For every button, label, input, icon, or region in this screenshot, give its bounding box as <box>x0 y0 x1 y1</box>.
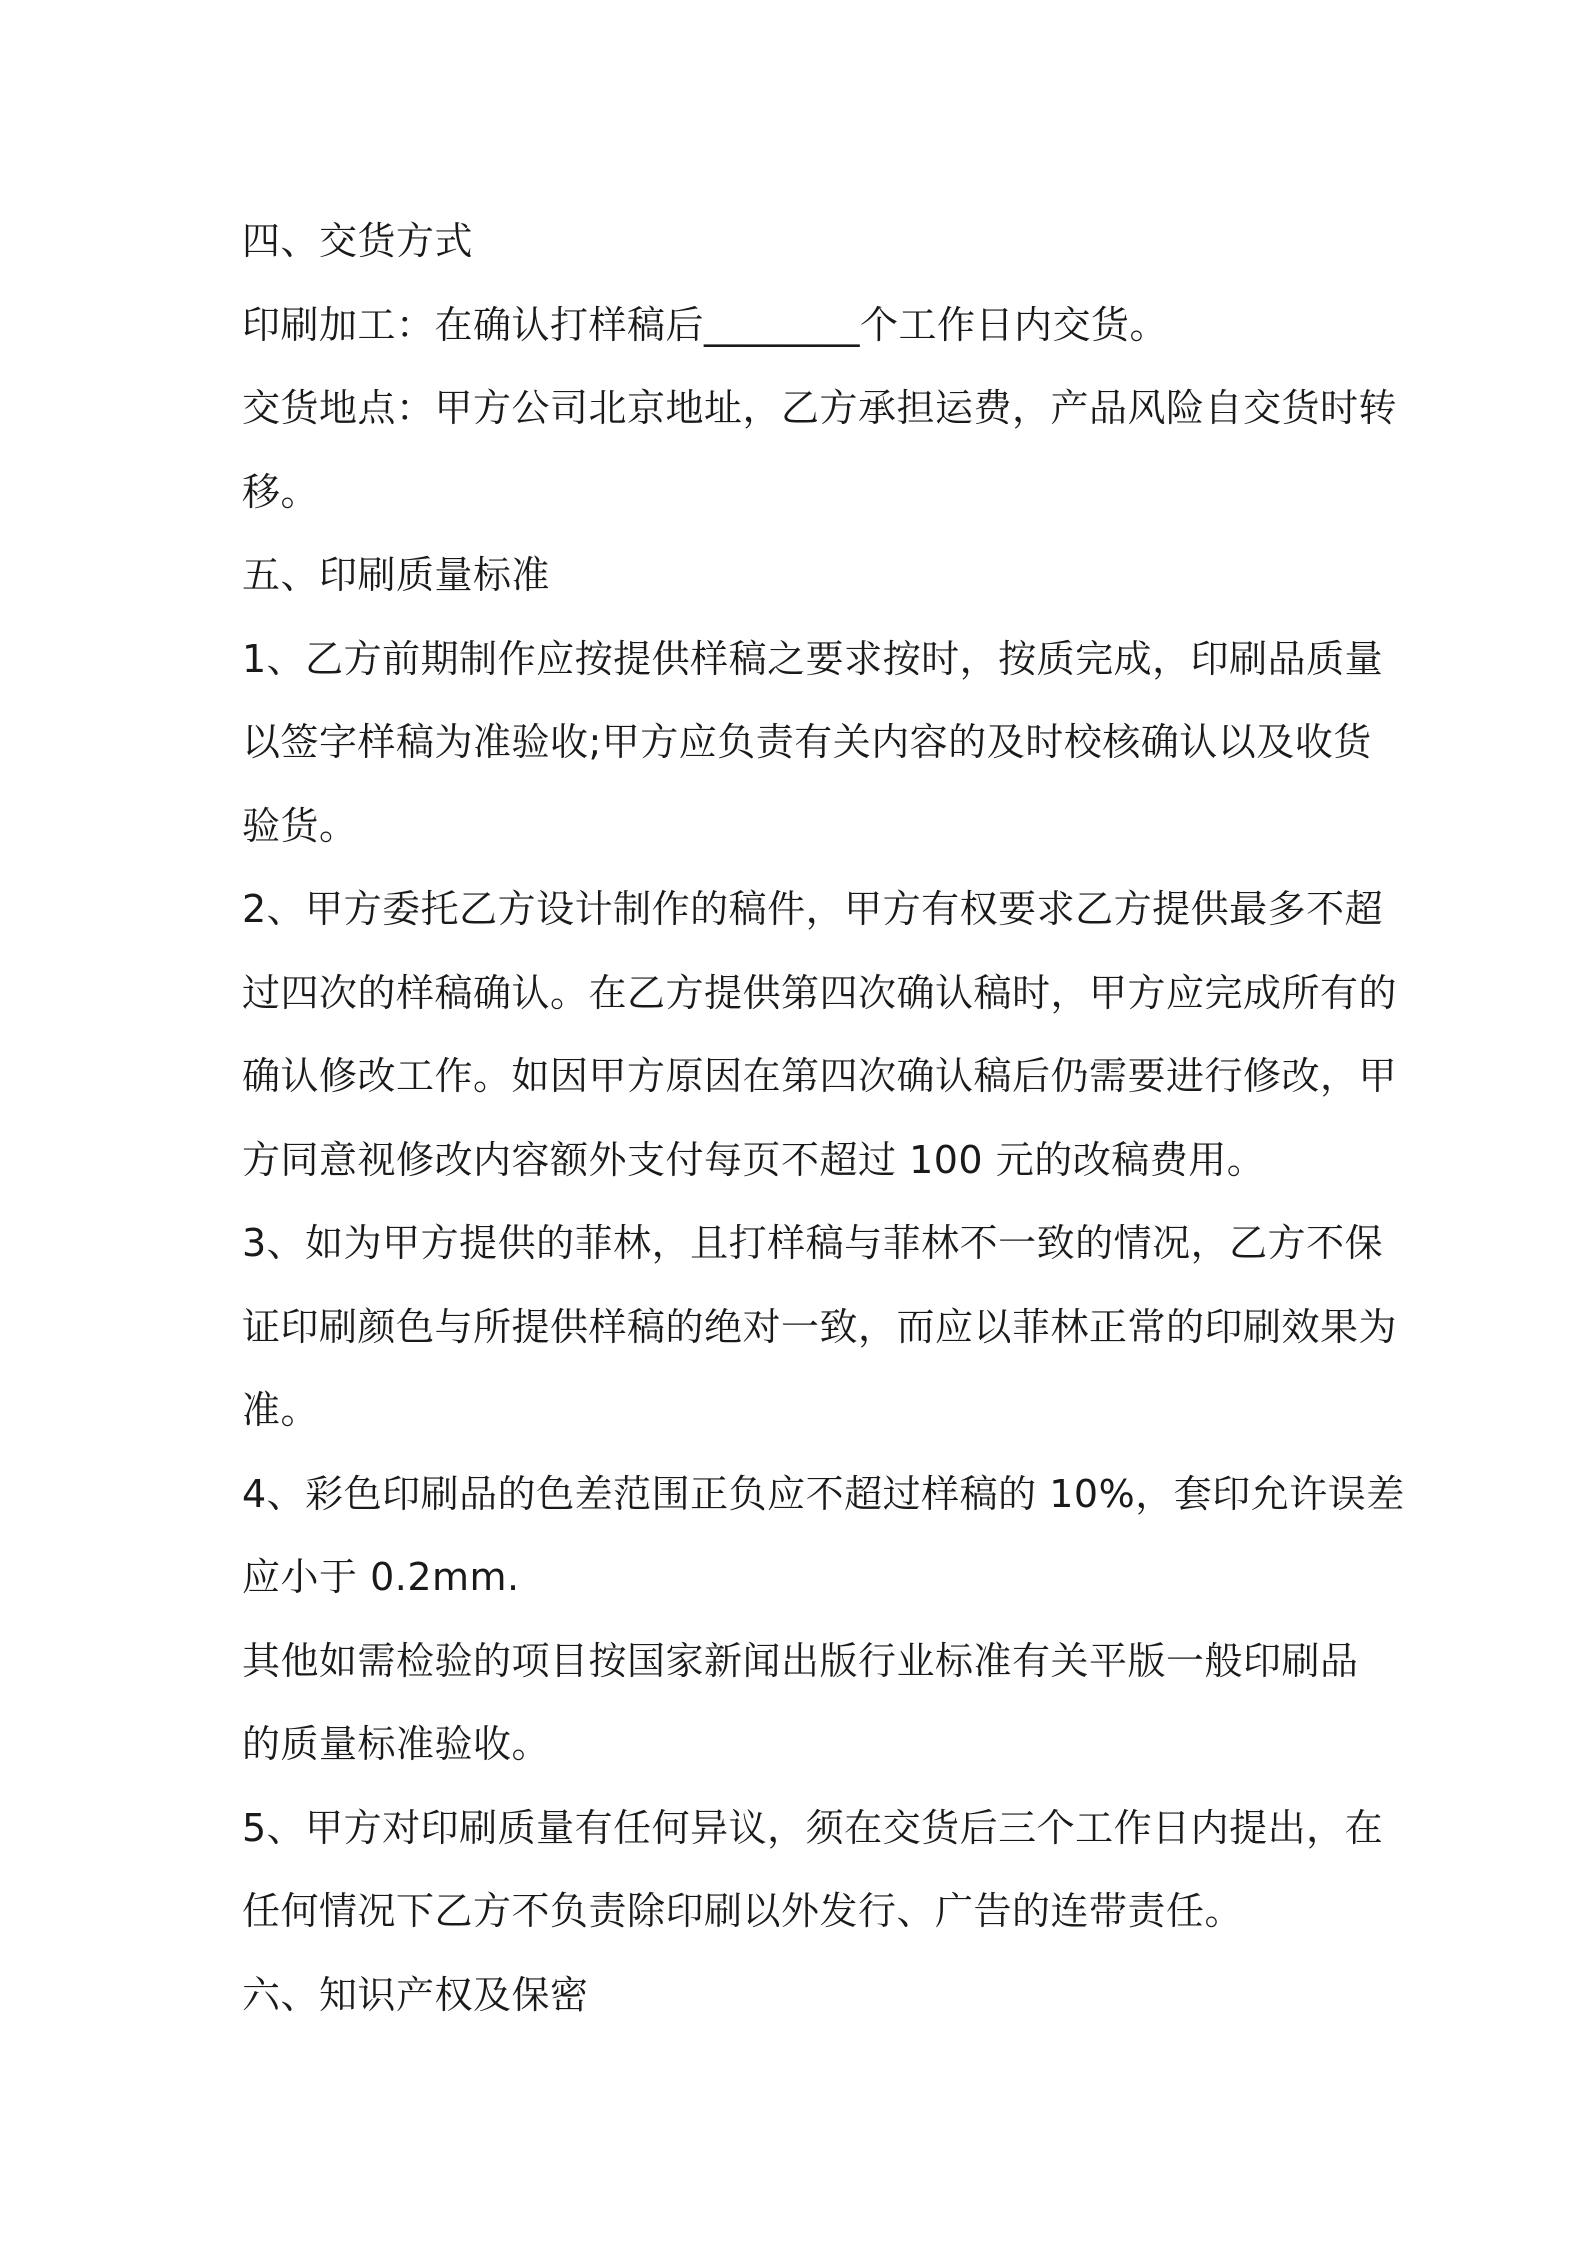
paragraph-line: 2、甲方委托乙方设计制作的稿件，甲方有权要求乙方提供最多不超 <box>242 887 1384 931</box>
document-page <box>242 200 1405 2037</box>
paragraph-line: 5、甲方对印刷质量有任何异议，须在交货后三个工作日内提出，在 <box>242 1805 1384 1850</box>
paragraph-line: 3、如为甲方提供的菲林，且打样稿与菲林不一致的情况，乙方不保 <box>242 1221 1384 1265</box>
section-heading-ip: 六、知识产权及保密 <box>242 1972 589 2017</box>
section-heading-delivery: 四、交货方式 <box>242 219 474 263</box>
paragraph-line: 印刷加工：在确认打样稿后________个工作日内交货。 <box>242 302 1169 347</box>
paragraph-line: 移。 <box>242 469 320 514</box>
paragraph-line: 方同意视修改内容额外支付每页不超过 100 元的改稿费用。 <box>242 1137 1266 1182</box>
paragraph-line: 1、乙方前期制作应按提供样稿之要求按时，按质完成，印刷品质量 <box>242 636 1384 681</box>
paragraph-line: 交货地点：甲方公司北京地址，乙方承担运费，产品风险自交货时转 <box>242 386 1398 430</box>
paragraph-line: 验货。 <box>242 803 358 848</box>
paragraph-line: 应小于 0.2mm. <box>242 1555 520 1599</box>
paragraph-line: 4、彩色印刷品的色差范围正负应不超过样稿的 10%，套印允许误差 <box>242 1471 1405 1516</box>
paragraph-line: 其他如需检验的项目按国家新闻出版行业标准有关平版一般印刷品 <box>242 1638 1359 1683</box>
paragraph-line: 以签字样稿为准验收;甲方应负责有关内容的及时校核确认以及收货 <box>242 720 1372 764</box>
paragraph-line: 确认修改工作。如因甲方原因在第四次确认稿后仍需要进行修改，甲 <box>242 1054 1398 1098</box>
paragraph-line: 任何情况下乙方不负责除印刷以外发行、广告的连带责任。 <box>242 1889 1244 1933</box>
section-heading-quality: 五、印刷质量标准 <box>242 553 551 597</box>
paragraph-line: 过四次的样稿确认。在乙方提供第四次确认稿时，甲方应完成所有的 <box>242 970 1398 1015</box>
paragraph-line: 的质量标准验收。 <box>242 1722 551 1766</box>
paragraph-line: 证印刷颜色与所提供样稿的绝对一致，而应以菲林正常的印刷效果为 <box>242 1304 1398 1349</box>
paragraph-line: 准。 <box>242 1388 320 1432</box>
